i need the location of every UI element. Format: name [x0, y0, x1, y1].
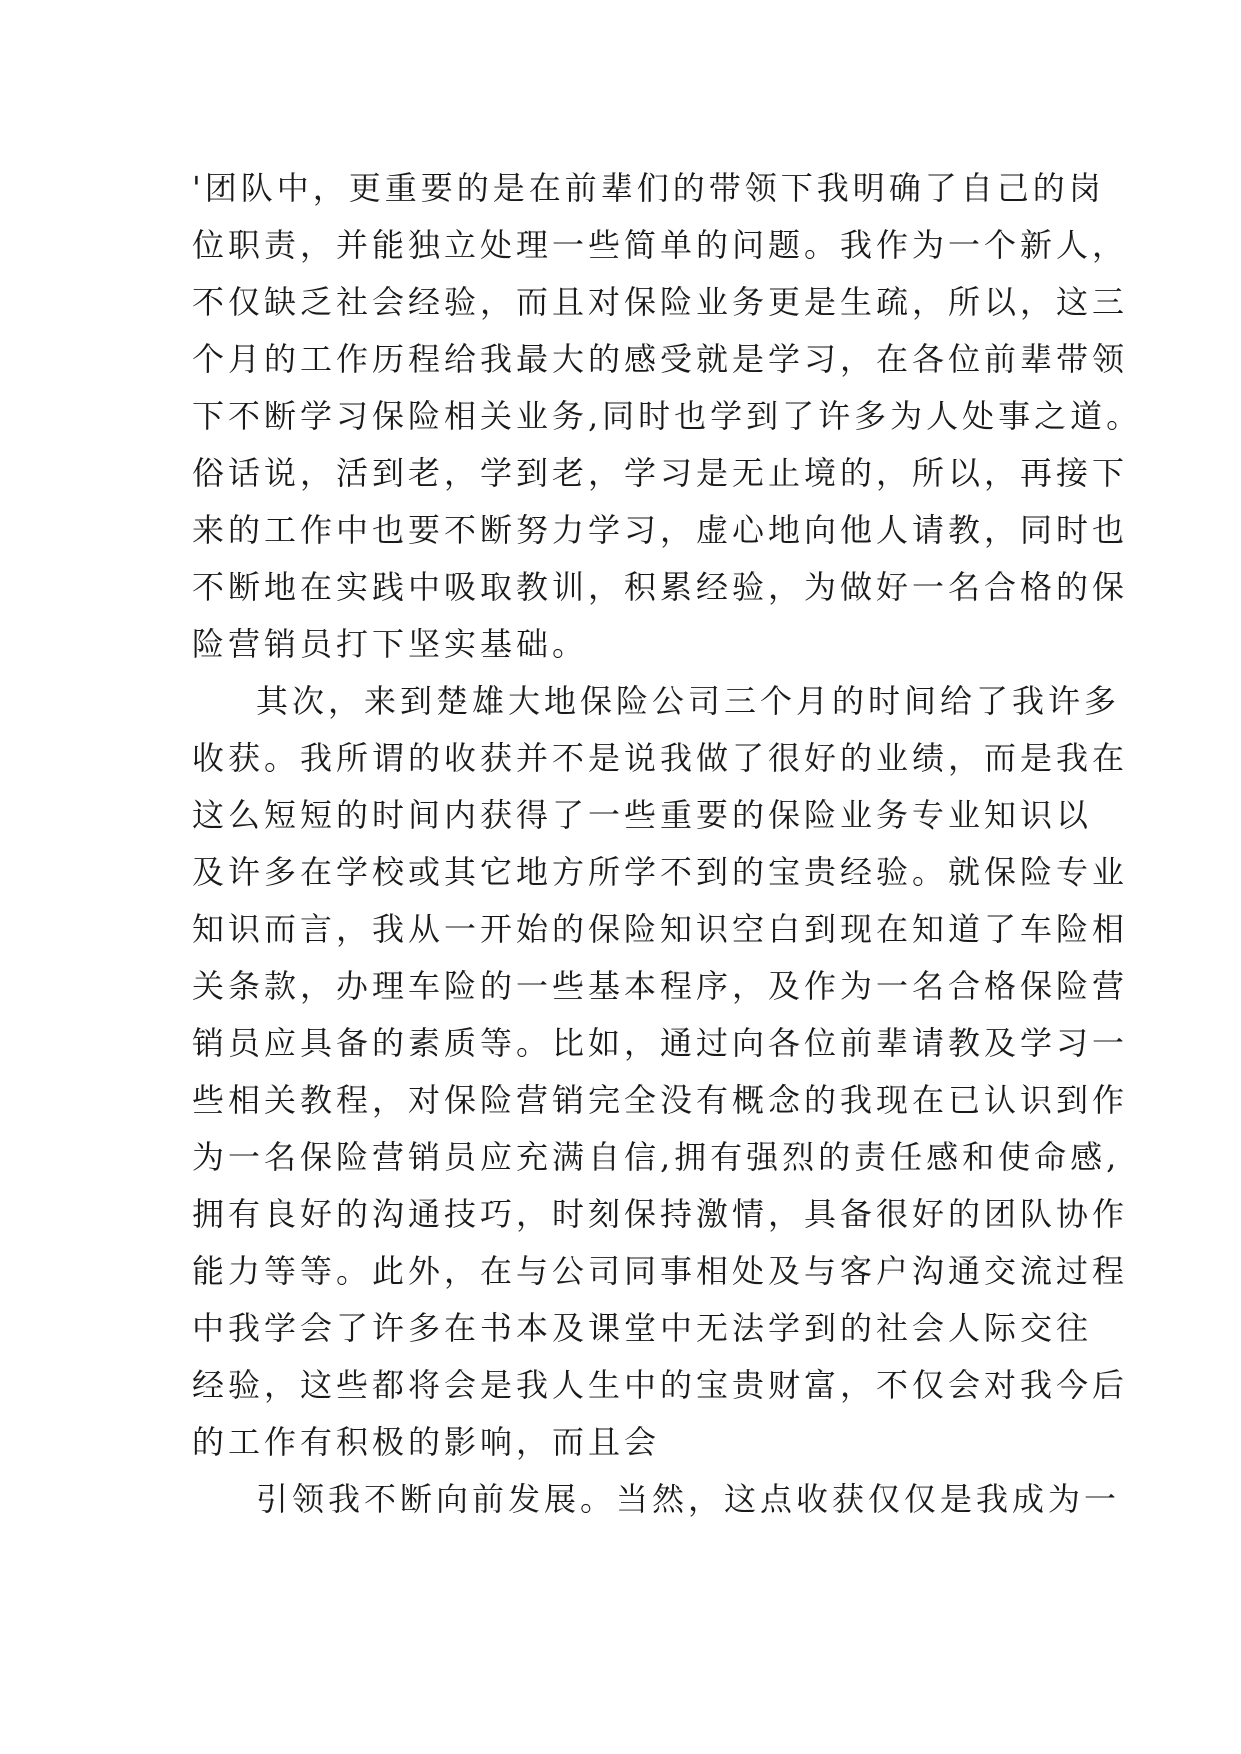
paragraph	[192, 673, 1129, 1471]
text-line: 能力等等。此外，在与公司同事相处及与客户沟通交流过程	[192, 1252, 1129, 1290]
text-line: 些相关教程，对保险营销完全没有概念的我现在已认识到作	[192, 1081, 1129, 1119]
paragraph	[192, 1471, 1121, 1528]
body-text	[192, 160, 1143, 1528]
text-line: 来的工作中也要不断努力学习，虚心地向他人请教，同时也	[192, 511, 1129, 549]
text-line: 为一名保险营销员应充满自信,拥有强烈的责任感和使命感,	[192, 1138, 1121, 1176]
text-line: 不断地在实践中吸取教训，积累经验，为做好一名合格的保	[192, 568, 1129, 606]
text-line: 及许多在学校或其它地方所学不到的宝贵经验。就保险专业	[192, 853, 1129, 891]
text-line: 个月的工作历程给我最大的感受就是学习，在各位前辈带领	[192, 340, 1129, 378]
text-line: 不仅缺乏社会经验，而且对保险业务更是生疏，所以，这三	[192, 283, 1129, 321]
text-line: 下不断学习保险相关业务,同时也学到了许多为人处事之道。	[192, 397, 1143, 435]
text-line: 中我学会了许多在书本及课堂中无法学到的社会人际交往	[192, 1309, 1093, 1347]
text-line: 位职责，并能独立处理一些简单的问题。我作为一个新人，	[192, 226, 1129, 264]
text-line: 俗话说，活到老，学到老，学习是无止境的，所以，再接下	[192, 454, 1129, 492]
text-line: 关条款，办理车险的一些基本程序，及作为一名合格保险营	[192, 967, 1129, 1005]
text-line: 经验，这些都将会是我人生中的宝贵财富，不仅会对我今后	[192, 1366, 1129, 1404]
text-line: 的工作有积极的影响，而且会	[192, 1423, 661, 1461]
text-line: '团队中，更重要的是在前辈们的带领下我明确了自己的岗	[192, 169, 1105, 207]
text-line: 拥有良好的沟通技巧，时刻保持激情，具备很好的团队协作	[192, 1195, 1129, 1233]
text-line: 引领我不断向前发展。当然，这点收获仅仅是我成为一	[256, 1480, 1121, 1518]
text-line: 险营销员打下坚实基础。	[192, 625, 589, 663]
paragraph	[192, 160, 1143, 673]
text-line: 销员应具备的素质等。比如，通过向各位前辈请教及学习一	[192, 1024, 1129, 1062]
text-line: 知识而言，我从一开始的保险知识空白到现在知道了车险相	[192, 910, 1129, 948]
text-line: 收获。我所谓的收获并不是说我做了很好的业绩，而是我在	[192, 739, 1129, 777]
text-line: 这么短短的时间内获得了一些重要的保险业务专业知识以	[192, 796, 1093, 834]
text-line: 其次，来到楚雄大地保险公司三个月的时间给了我许多	[256, 682, 1121, 720]
